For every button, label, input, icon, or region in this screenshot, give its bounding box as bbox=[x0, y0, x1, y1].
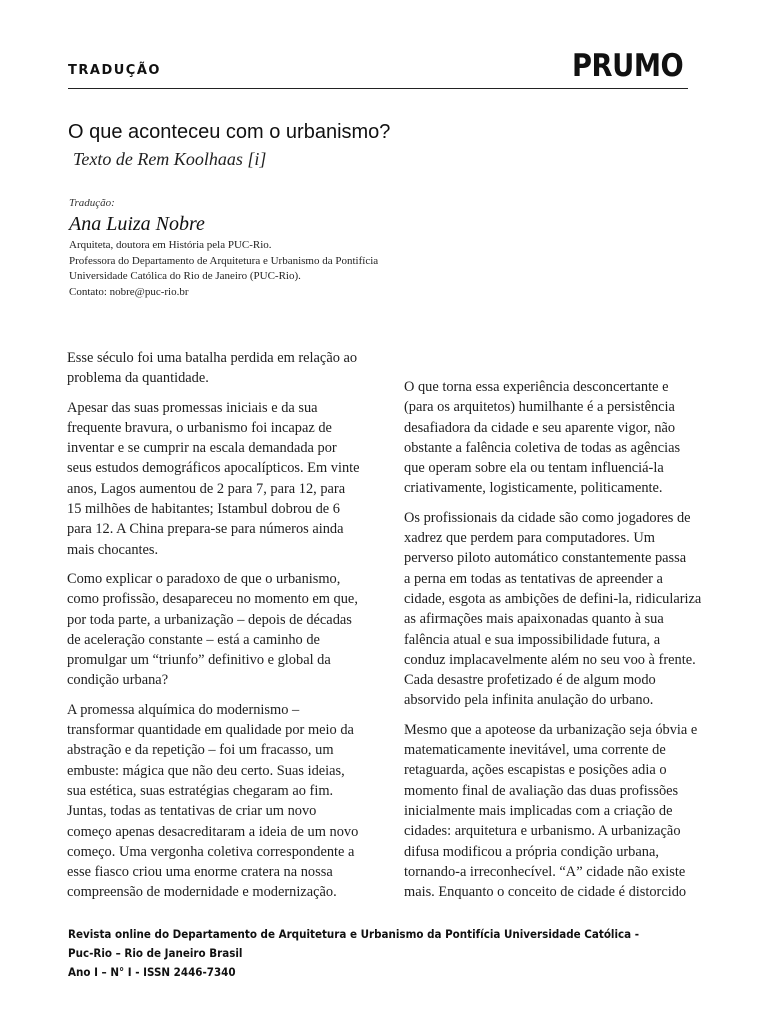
paragraph-line: começo. Uma vergonha coletiva correspondente a bbox=[67, 843, 355, 860]
paragraph-line: Juntas, todas as tentativas de criar um novo bbox=[67, 803, 317, 820]
paragraph-line: que operam sobre ela ou tentam influenciá-la bbox=[404, 460, 664, 477]
translator-name: Ana Luiza Nobre bbox=[69, 213, 205, 235]
paragraph-line: a perna em todas as tentativas de apreender a bbox=[404, 570, 663, 587]
bio-line: Universidade Católica do Rio de Janeiro (PUC-Rio). bbox=[69, 270, 301, 282]
bio-contact: Contato: nobre@puc-rio.br bbox=[69, 285, 189, 298]
body-paragraph bbox=[404, 508, 704, 711]
paragraph-line: como profissão, desapareceu no momento em que, bbox=[67, 591, 358, 608]
header-divider bbox=[68, 88, 688, 89]
paragraph-line: Como explicar o paradoxo de que o urbanismo, bbox=[67, 570, 341, 587]
paragraph-line: abstração e da repetição – foi um fracasso, um bbox=[67, 742, 334, 759]
article-subtitle: Texto de Rem Koolhaas [i] bbox=[73, 149, 267, 169]
paragraph-line: sua estética, suas estratégias chegaram ao fim. bbox=[67, 782, 334, 799]
paragraph-line: perverso piloto automático constantemente passa bbox=[404, 550, 687, 567]
paragraph-line: compreensão de modernidade e modernização. bbox=[67, 884, 337, 901]
bio-line: Arquiteta, doutora em História pela PUC-Rio. bbox=[69, 239, 272, 251]
body-column-left bbox=[67, 348, 367, 912]
paragraph-line: as afirmações mais apaixonadas quanto à sua bbox=[404, 611, 664, 628]
paragraph-line: inventar e se cumprir na escala demandada por bbox=[67, 440, 337, 457]
paragraph-line: Os profissionais da cidade são como jogadores de bbox=[404, 509, 691, 526]
paragraph-line: O que torna essa experiência desconcertante e bbox=[404, 379, 669, 395]
paragraph-line: conduz implacavelmente além no seu voo à frente. bbox=[404, 651, 696, 668]
body-paragraph bbox=[67, 569, 367, 691]
paragraph-line: inicialmente mais implicadas com a criação de bbox=[404, 802, 673, 819]
body-column-right bbox=[404, 377, 704, 911]
paragraph-line: seus estudos demográficos apocalípticos. Em vinte bbox=[67, 460, 360, 477]
paragraph-line: xadrez que perdem para computadores. Um bbox=[404, 530, 655, 547]
footer-line: Revista online do Departamento de Arquitetura e Urbanismo da Pontifícia Universidade Católica - bbox=[68, 927, 640, 941]
body-paragraph bbox=[404, 377, 704, 499]
paragraph-line: por toda parte, a urbanização – depois de décadas bbox=[67, 611, 352, 628]
paragraph-line: 15 milhões de habitantes; Istambul dobrou de 6 bbox=[67, 501, 340, 518]
paragraph-line: transformar quantidade em qualidade por meio da bbox=[67, 722, 354, 739]
paragraph-line: retaguarda, ações escapistas e posições adia o bbox=[404, 762, 667, 779]
body-paragraph bbox=[67, 398, 367, 560]
translator-bio bbox=[69, 238, 399, 300]
body-paragraph bbox=[404, 720, 704, 903]
footer-issn: Ano I – N° I - ISSN 2446-7340 bbox=[68, 965, 236, 979]
paragraph-line: começo apenas desacreditaram a ideia de um novo bbox=[67, 823, 359, 840]
footer bbox=[68, 925, 639, 982]
paragraph-line: condição urbana? bbox=[67, 672, 169, 689]
footer-line: Puc-Rio – Rio de Janeiro Brasil bbox=[68, 946, 243, 960]
paragraph-line: esse fiasco criou uma enorme cratera na nossa bbox=[67, 864, 333, 881]
paragraph-line: momento final de avaliação das duas profissões bbox=[404, 782, 679, 799]
paragraph-line: embuste: mágica que não deu certo. Suas ideias, bbox=[67, 762, 345, 779]
paragraph-line: desafiadora da cidade e seu aparente vigor, não bbox=[404, 419, 676, 436]
paragraph-line: de aceleração constante – está a caminho de bbox=[67, 631, 320, 648]
paragraph-line: difusa modificou a própria condição urbana, bbox=[404, 843, 659, 860]
article-title: O que aconteceu com o urbanismo? bbox=[68, 121, 391, 143]
translation-label: Tradução: bbox=[69, 197, 115, 209]
section-label: TRADUÇÃO bbox=[68, 63, 161, 78]
paragraph-line: Apesar das suas promessas iniciais e da sua bbox=[67, 399, 318, 416]
paragraph-line: obstante a falência coletiva de todas as agências bbox=[404, 439, 681, 456]
paragraph-line: criativamente, logisticamente, politicamente. bbox=[404, 480, 663, 497]
paragraph-line: problema da quantidade. bbox=[67, 370, 209, 387]
paragraph-line: matematicamente inevitável, uma corrente de bbox=[404, 742, 666, 759]
paragraph-line: A promessa alquímica do modernismo – bbox=[67, 701, 300, 718]
paragraph-line: mais. Enquanto o conceito de cidade é distorcido bbox=[404, 884, 687, 901]
journal-logo: PRUMO bbox=[572, 48, 684, 84]
paragraph-line: para 12. A China prepara-se para números ainda bbox=[67, 521, 344, 538]
body-paragraph bbox=[67, 348, 367, 389]
paragraph-line: falência atual e sua impossibilidade futura, a bbox=[404, 631, 661, 648]
paragraph-line: (para os arquitetos) humilhante é a persistência bbox=[404, 399, 675, 416]
paragraph-line: Mesmo que a apoteose da urbanização seja óbvia e bbox=[404, 721, 698, 738]
paragraph-line: anos, Lagos aumentou de 2 para 7, para 12, para bbox=[67, 480, 346, 497]
bio-line: Professora do Departamento de Arquitetura e Urbanismo da Pontifícia bbox=[69, 254, 379, 267]
paragraph-line: tornando-a irreconhecível. “A” cidade não existe bbox=[404, 863, 686, 880]
paragraph-line: mais chocantes. bbox=[67, 541, 159, 558]
paragraph-line: cidade, esgota as ambições de defini-la, ridiculariza bbox=[404, 590, 702, 607]
paragraph-line: frequente bravura, o urbanismo foi incapaz de bbox=[67, 419, 332, 436]
paragraph-line: absorvido pela infinita anulação do urbano. bbox=[404, 692, 654, 709]
body-paragraph bbox=[67, 700, 367, 903]
paragraph-line: Cada desastre profetizado é de algum modo bbox=[404, 672, 656, 689]
paragraph-line: cidades: arquitetura e urbanismo. A urbanização bbox=[404, 823, 681, 840]
paragraph-line: promulgar um “triunfo” definitivo e global da bbox=[67, 652, 331, 669]
paragraph-line: Esse século foi uma batalha perdida em relação ao bbox=[67, 350, 358, 366]
